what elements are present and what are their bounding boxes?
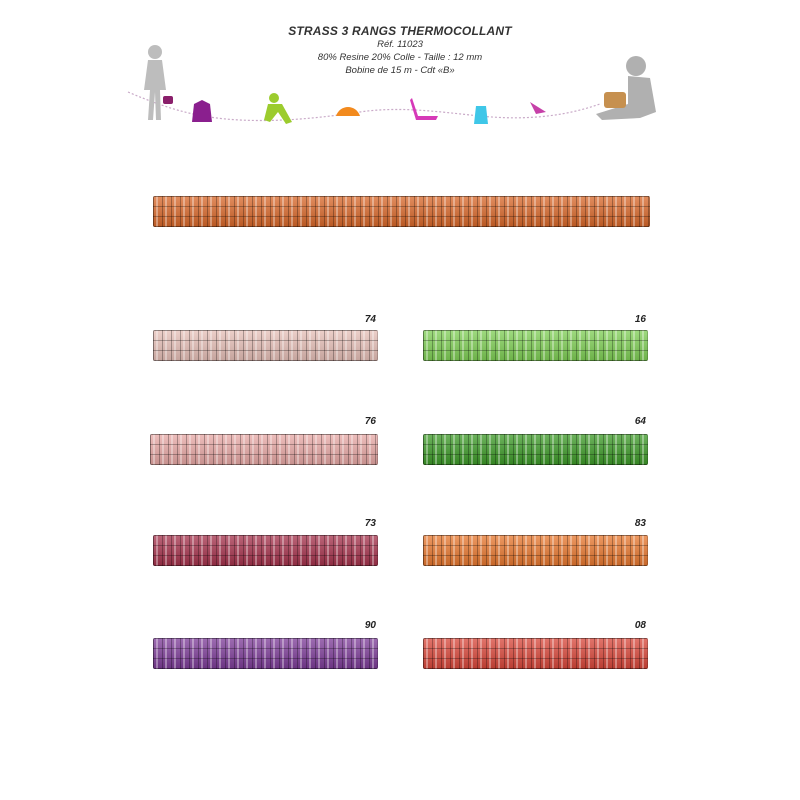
jacket-icon: [192, 100, 212, 122]
woman-silhouette-left-icon: [144, 45, 166, 120]
color-swatch: [423, 330, 648, 361]
color-swatch: [423, 638, 648, 669]
seated-figure-icon: [264, 93, 292, 124]
woman-silhouette-right-icon: [596, 56, 656, 120]
title-block: [250, 24, 550, 77]
color-swatch: [423, 535, 648, 566]
swatch-code: 64: [634, 416, 646, 427]
swatch-code: 76: [364, 416, 376, 427]
color-swatch: [153, 638, 378, 669]
swatch-code: 08: [634, 620, 646, 631]
handbag-icon: [604, 92, 626, 108]
top-icon: [474, 106, 488, 124]
cap-icon: [336, 107, 360, 116]
color-swatch: [423, 434, 648, 465]
product-packaging: Bobine de 15 m - Cdt «B»: [345, 65, 455, 76]
swatch-code: 73: [364, 518, 376, 529]
color-swatch: [150, 434, 378, 465]
product-composition: 80% Resine 20% Colle - Taille : 12 mm: [317, 52, 483, 63]
swatch-code: 83: [634, 518, 646, 529]
swatch-code: 90: [364, 620, 376, 631]
color-swatch: [153, 330, 378, 361]
purse-icon: [163, 96, 173, 104]
hero-swatch: [153, 196, 650, 227]
swatch-code: 74: [364, 314, 376, 325]
product-reference: Réf. 11023: [377, 39, 423, 50]
product-title: STRASS 3 RANGS THERMOCOLLANT: [288, 24, 512, 38]
swatch-code: 16: [634, 314, 646, 325]
shoe-icon: [530, 102, 546, 114]
color-swatch: [153, 535, 378, 566]
chair-icon: [410, 98, 438, 120]
catalog-header: [0, 0, 800, 140]
